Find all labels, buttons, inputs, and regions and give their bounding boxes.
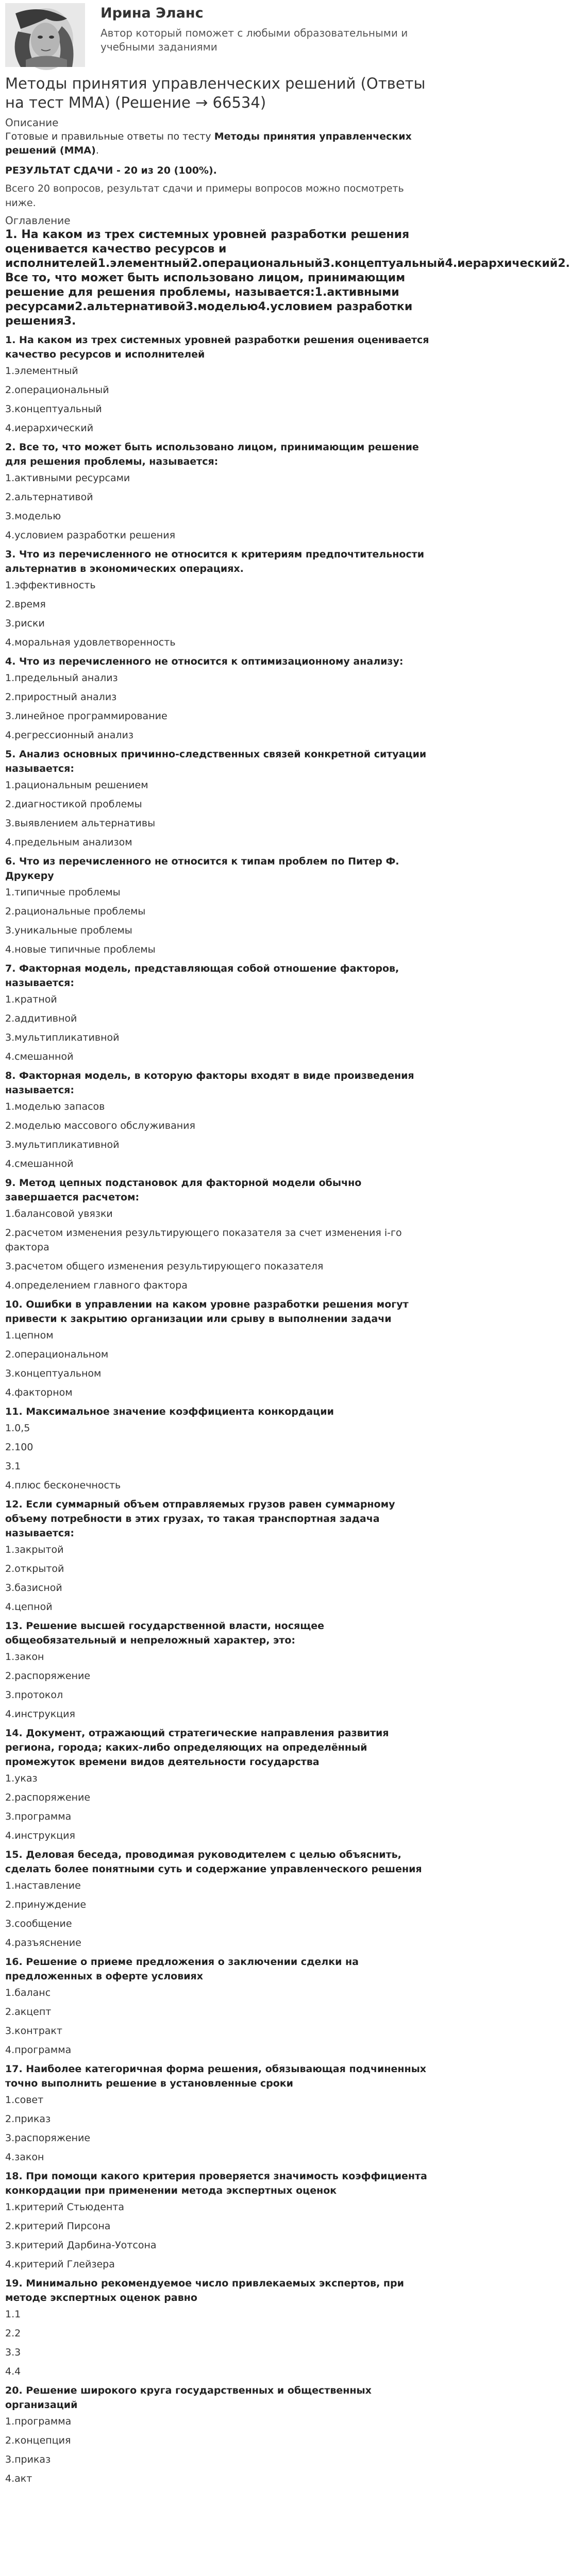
answer-option: 3.протокол [5,1689,63,1701]
author-name[interactable]: Ирина Эланс [100,5,204,21]
answer-option: 3.концептуальном [5,1368,102,1379]
answer-option: 2.концепция [5,2435,71,2446]
answer-option: 4.условием разработки решения [5,530,176,541]
description-text [5,130,431,158]
question-title: 13. Решение высшей государственной власти, носящее общеобязательный и непреложный характер, это: [5,1620,324,1646]
question-block [5,1619,431,1721]
question-block [5,333,431,435]
answer-option: 2.100 [5,1442,33,1453]
question-title: 12. Если суммарный объем отправляемых грузов равен суммарному объему потребности в этих грузах, то такая транспортная задача называется: [5,1499,395,1539]
answer-option: 2.диагностикой проблемы [5,799,142,810]
answer-option: 1.закон [5,1651,44,1663]
question-block [5,854,431,957]
answer-option: 4.иерархический [5,422,94,434]
answer-option: 2.расчетом изменения результирующего показателя за счет изменения i-го фактора [5,1227,402,1253]
avatar-illustration [5,3,85,67]
answer-option: 2.рациональные проблемы [5,906,146,917]
description-label: Описание [5,116,59,129]
toc-text: 1. На каком из трех системных уровней разработки решения оценивается качество ресурсов и исполнителей1.элементный2.операциональный3.концептуальный4.иерархический2. Все то, что может быть использовано лицом, принимающим решение для решения проблемы, называется:1.активными ресурсами2.альтернативой3.моделью4.условием разработки решения3. [5,228,570,328]
question-title: 18. При помощи какого критерия проверяется значимость коэффициента конкордации при применении метода экспертных оценок [5,2171,427,2196]
answer-option: 2.открытой [5,1563,64,1574]
answer-option: 1.кратной [5,994,57,1005]
question-block [5,1497,431,1614]
answer-option: 2.аддитивной [5,1013,77,1024]
question-title: 2. Все то, что может быть использовано лицом, принимающим решение для решения проблемы, называется: [5,442,419,467]
answer-option: 3.выявлением альтернативы [5,818,156,829]
question-title: 19. Минимально рекомендуемое число привлекаемых экспертов, при методе экспертных оценок равно [5,2278,404,2303]
answer-option: 4.разъяснение [5,1937,81,1948]
answer-option: 1.указ [5,1773,38,1784]
answer-option: 4.факторном [5,1387,73,1398]
answer-option: 2.принуждение [5,1899,87,1910]
description-suffix: . [95,145,99,156]
answer-option: 3.контракт [5,2025,62,2037]
answer-option: 3.распоряжение [5,2132,91,2144]
answer-option: 2.операциональный [5,384,109,396]
question-block [5,2276,431,2379]
question-block [5,961,431,1064]
question-title: 7. Факторная модель, представляющая собой отношение факторов, называется: [5,963,399,989]
answer-option: 1.элементный [5,365,78,377]
answer-option: 1.0,5 [5,1422,30,1434]
toc-label: Оглавление [5,214,71,227]
answer-option: 3.линейное программирование [5,710,167,722]
author-info [100,3,430,54]
answer-option: 4.смешанной [5,1051,74,1062]
questions-list [5,333,431,2486]
answer-option: 3.1 [5,1461,21,1472]
answer-option: 4.определением главного фактора [5,1280,188,1291]
author-description: Автор который поможет с любыми образовательными и учебными заданиями [100,27,408,53]
answer-option: 3.концептуальный [5,403,102,415]
answer-option: 1.типичные проблемы [5,887,121,898]
answer-option: 4.цепной [5,1601,53,1613]
answer-option: 2.распоряжение [5,1670,91,1682]
page-title: Методы принятия управленческих решений (Ответы на тест ММА) (Решение → 66534) [5,75,426,111]
answer-option: 1.балансовой увязки [5,1208,113,1219]
answer-option: 2.моделью массового обслуживания [5,1120,195,1131]
answer-option: 3.мультипликативной [5,1139,120,1150]
answer-option: 1.цепном [5,1330,54,1341]
question-block [5,440,431,543]
question-title: 15. Деловая беседа, проводимая руководителем с целью объяснить, сделать более понятными суть и содержание управленческого решения [5,1849,422,1875]
answer-option: 1.баланс [5,1987,51,1998]
question-block [5,2169,431,2272]
question-title: 6. Что из перечисленного не относится к типам проблем по Питер Ф. Друкеру [5,856,399,882]
question-block [5,1726,431,1843]
question-block [5,2062,431,2164]
question-block [5,1176,431,1293]
question-title: 14. Документ, отражающий стратегические направления развития региона, города; каких-либо определяющих на определённый промежуток времени видов деятельности государства [5,1727,389,1768]
answer-option: 4.моральная удовлетворенность [5,637,176,648]
question-block [5,1069,431,1171]
question-title: 17. Наиболее категоричная форма решения, обязывающая подчиненных точно выполнить решение в установленные сроки [5,2063,427,2089]
answer-option: 3.базисной [5,1582,62,1594]
answer-option: 4.инструкция [5,1708,75,1720]
question-block [5,1404,431,1493]
question-title: 4. Что из перечисленного не относится к оптимизационному анализу: [5,656,404,667]
question-title: 20. Решение широкого круга государственных и общественных организаций [5,2385,372,2411]
answer-option: 2.время [5,599,46,610]
answer-option: 2.распоряжение [5,1792,91,1803]
author-block [5,0,431,70]
question-title: 5. Анализ основных причинно-следственных связей конкретной ситуации называется: [5,749,427,774]
note-text: Всего 20 вопросов, результат сдачи и примеры вопросов можно посмотреть ниже. [5,183,404,209]
answer-option: 1.рациональным решением [5,779,148,791]
answer-option: 3.мультипликативной [5,1032,120,1043]
question-block [5,1848,431,1950]
answer-option: 1.активными ресурсами [5,472,130,484]
answer-option: 2.альтернативой [5,492,93,503]
answer-option: 4.смешанной [5,1158,74,1170]
answer-option: 3.расчетом общего изменения результирующего показателя [5,1261,324,1272]
answer-option: 4.программа [5,2044,72,2056]
answer-option: 3.уникальные проблемы [5,925,132,936]
question-title: 1. На каком из трех системных уровней разработки решения оценивается качество ресурсов и исполнителей [5,334,429,360]
question-block [5,547,431,650]
answer-option: 3.критерий Дарбина-Уотсона [5,2240,157,2251]
question-block [5,1955,431,2057]
answer-option: 4.плюс бесконечность [5,1480,121,1491]
answer-option: 4.критерий Глейзера [5,2259,115,2270]
answer-option: 1.1 [5,2309,21,2320]
description-prefix: Готовые и правильные ответы по тесту [5,131,214,142]
answer-option: 1.моделью запасов [5,1101,105,1112]
question-title: 3. Что из перечисленного не относится к критериям предпочтительности альтернатив в экономических операциях. [5,549,425,574]
answer-option: 1.программа [5,2416,72,2427]
question-title: 16. Решение о приеме предложения о заключении сделки на предложенных в оферте условиях [5,1956,359,1982]
answer-option: 4.регрессионный анализ [5,730,134,741]
answer-option: 4.предельным анализом [5,837,132,848]
answer-option: 4.4 [5,2366,21,2377]
question-title: 9. Метод цепных подстановок для факторной модели обычно завершается расчетом: [5,1177,362,1203]
answer-option: 4.инструкция [5,1830,75,1841]
question-block [5,2383,431,2486]
answer-option: 3.сообщение [5,1918,72,1929]
answer-option: 3.программа [5,1811,72,1822]
answer-option: 3.приказ [5,2454,51,2465]
answer-option: 2.критерий Пирсона [5,2221,111,2232]
question-title: 8. Факторная модель, в которую факторы входят в виде произведения называется: [5,1070,414,1096]
answer-option: 4.новые типичные проблемы [5,944,156,955]
author-avatar[interactable] [5,3,85,67]
answer-option: 1.эффективность [5,580,96,591]
question-block [5,1297,431,1400]
question-title: 11. Максимальное значение коэффициента конкордации [5,1406,334,1417]
answer-option: 1.наставление [5,1880,81,1891]
answer-option: 4.акт [5,2473,32,2484]
question-block [5,747,431,850]
answer-option: 3.3 [5,2347,21,2358]
description-bold: Методы принятия управленческих решений (ММА) [5,131,412,156]
question-block [5,654,431,742]
answer-option: 1.совет [5,2094,44,2106]
answer-option: 2.операциональном [5,1349,109,1360]
answer-option: 2.приростный анализ [5,691,117,703]
question-title: 10. Ошибки в управлении на каком уровне разработки решения могут привести к закрытию организации или срыву в выполнении задачи [5,1299,409,1325]
answer-option: 2.2 [5,2328,21,2339]
answer-option: 4.закон [5,2151,44,2163]
result-text: РЕЗУЛЬТАТ СДАЧИ - 20 из 20 (100%). [5,165,217,176]
answer-option: 2.акцепт [5,2006,52,2018]
answer-option: 3.моделью [5,511,61,522]
answer-option: 2.приказ [5,2113,51,2125]
answer-option: 1.закрытой [5,1544,64,1555]
answer-option: 1.критерий Стьюдента [5,2201,125,2213]
answer-option: 3.риски [5,618,45,629]
answer-option: 1.предельный анализ [5,672,118,684]
